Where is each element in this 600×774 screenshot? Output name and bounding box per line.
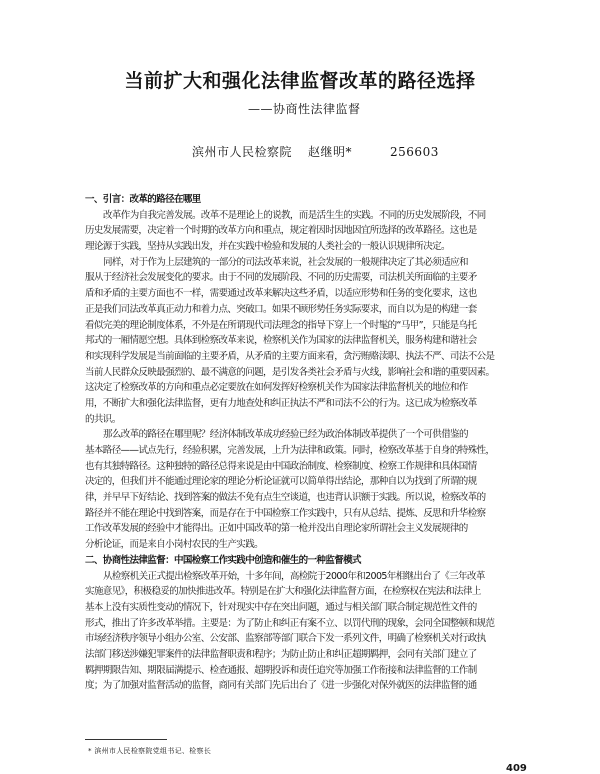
author-name: 赵继明* (308, 145, 353, 159)
text-line: 这决定了检察改革的方向和重点必定要放在如何发挥好检察机关作为国家法律监督机关的地位和作 (85, 382, 468, 394)
text-line: 基本上没有实质性变动的情况下，针对现实中存在突出问题，通过与相关部门联合制定规范性文件的 (85, 601, 477, 613)
text-line: 分析论证，而是来自小岗村农民的生产实践。 (85, 539, 264, 551)
text-line: 的共识。 (85, 413, 121, 425)
text-line: 盾和矛盾的主要方面也不一样，需要通过改革来解决这些矛盾，以适应形势和任务的变化要求，这也 (85, 288, 477, 300)
text-line: 历史发展需要，决定着一个时期的改革方向和重点，规定着因时因地因宜所选择的改革路径。这也是 (85, 225, 477, 237)
page-number: 409 (506, 763, 527, 774)
text-line: 路径并不能在理论中找到答案，而是存在于中国检察工作实践中，只有从总结、提炼、反思和升华检察 (85, 507, 486, 519)
section-heading: 一、引言：改革的路径在哪里 (85, 194, 201, 205)
text-line: 看似完美的理论制度体系，不外是在所谓现代司法理念的指导下穿上一个时髦的“马甲”，只能是乌托 (85, 319, 477, 331)
text-line: 从检察机关正式提出检察改革开始，十多年间，高检院于2000年和2005年相继出台了《三年改革 (103, 570, 485, 582)
text-line: 基本路径——试点先行，经验积累，完善发展，上升为法律和政策。同时，检察改革基于自身的特殊性， (85, 445, 495, 456)
text-line: 用，不断扩大和强化法律监督，更有力地查处和纠正执法不严和司法不公的行为。这已成为检察改革 (85, 397, 477, 409)
text-line: 决定的，但我们并不能通过理论家的理论分析论证就可以简单得出结论，那种自以为找到了所谓的规 (85, 476, 477, 488)
author-zip: 256603 (390, 145, 439, 159)
text-line: 律，并早早下好结论、找到答案的做法不免有点生空谈道，也违背认识额于实践。所以说，检察改革的 (85, 492, 486, 504)
article-title: 当前扩大和强化法律监督改革的路径选择 (124, 70, 476, 92)
author-line (192, 143, 439, 160)
text-line: 当前人民群众反映最强烈的、最不满意的问题，是引发各类社会矛盾与火线，影响社会和谐的重要因素。 (85, 366, 495, 378)
text-line: 工作改革发展的经验中才能得出。正如中国改革的第一枪并没出自理论家所谓社会主义发展规律的 (85, 523, 468, 535)
text-line: 服从于经济社会发展变化的要求。由于不同的发展阶段、不同的历史需要，司法机关所面临的主要矛 (85, 272, 477, 284)
section-heading: 二、协商性法律监督：中国检察工作实践中创造和催生的一种监督模式 (85, 554, 361, 566)
text-line: 那么改革的路径在哪里呢？经济体制改革成功经验已经为政治体制改革提供了一个可供借鉴的 (103, 429, 468, 441)
text-line: 市场经济秩序领导小组办公室、公安部、监察部等部门联合下发一系列文件，明确了检察机关对行政执 (85, 633, 486, 645)
text-line: 和实现科学发展是当前面临的主要矛盾，从矛盾的主要方面来看，贪污贿赂渎职、执法不严、司法不公是 (85, 350, 495, 362)
text-line: 形式，推出了许多改革举措。主要是：为了防止和纠正有案不立、以罚代刑的现象，会同全国整顿和规范 (85, 617, 495, 629)
text-line: 邦式的一厢情愿空想。具体到检察改革来说，检察机关作为国家的法律监督机关，服务构建和谐社会 (85, 335, 477, 347)
text-line: 改革作为自我完善发展。改革不是理论上的说教，而是活生生的实践。不同的历史发展阶段，不同 (103, 209, 486, 221)
text-line: 理论源于实践，坚持从实践出发，并在实践中检验和发展的人类社会的一般认识规律所决定。 (85, 241, 450, 253)
footnote-divider (85, 739, 167, 740)
text-line: 实施意见》，积极稳妥的加快推进改革。特别是在扩大和强化法律监督方面，在检察权在宪法和法律上 (85, 586, 481, 598)
footnote: * 滨州市人民检察院党组书记、检察长 (88, 747, 212, 755)
text-line: 羁押期限告知、期限届满提示、检查通报、超期投诉和责任追究等加强工作衔接和法律监督的工作制 (85, 664, 477, 676)
article-subtitle: ——协商性法律监督 (248, 102, 361, 116)
text-line: 法部门移送涉嫌犯罪案件的法律监督职责和程序；为防止防止和纠正超期羁押，会同有关部门建立了 (85, 648, 477, 660)
text-line: 也有其独特路径。这种独特的路径总得来说是由中国政治制度、检察制度、检察工作规律和具体国情 (85, 460, 477, 472)
text-line: 度；为了加强对监督活动的监督，商同有关部门先后出台了《进一步强化对保外就医的法律监督的通 (85, 680, 477, 692)
text-line: 同样，对于作为上层建筑的一部分的司法改革来说，社会发展的一般规律决定了其必须适应和 (103, 256, 468, 268)
author-org: 滨州市人民检察院 (192, 145, 293, 159)
text-line: 正是我们司法改革真正动力和着力点、突破口。如果不顾形势任务实际要求，而自以为是的构建一套 (85, 303, 477, 315)
article-body (85, 192, 525, 694)
